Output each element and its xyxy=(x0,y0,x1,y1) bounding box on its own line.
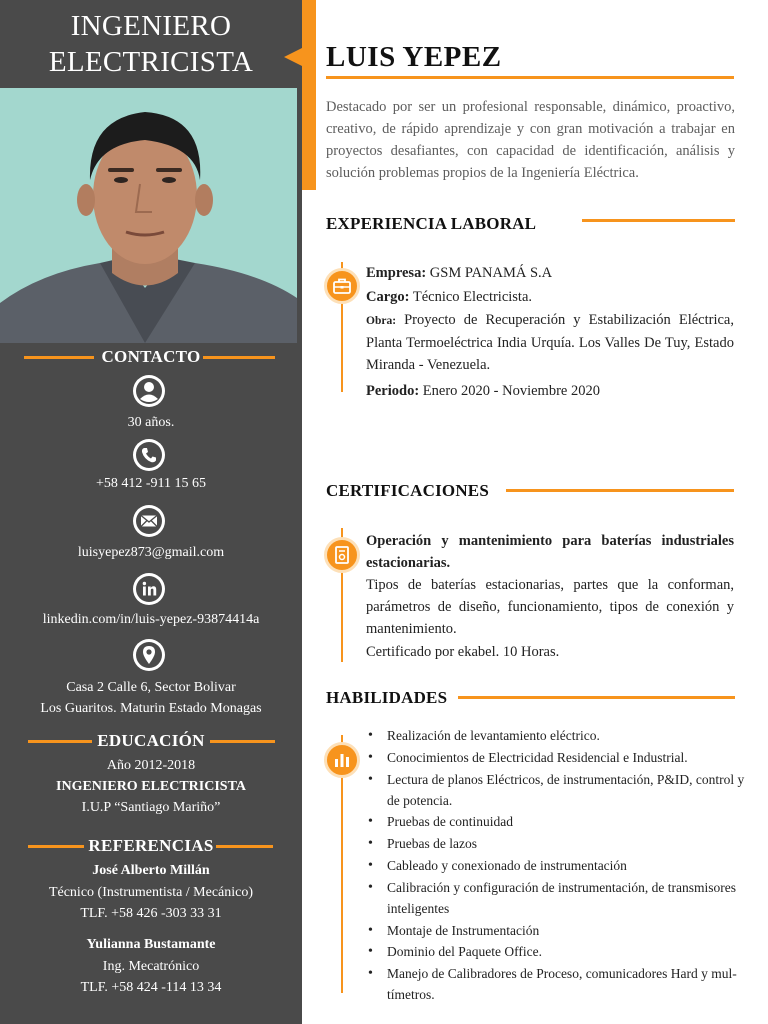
certifications-heading: CERTIFICACIONES xyxy=(326,481,489,500)
job-title-line2: ELECTRICISTA xyxy=(48,46,254,78)
full-name: LUIS YEPEZ xyxy=(326,41,502,73)
phone-icon xyxy=(133,439,165,471)
job-title-line1: INGENIERO xyxy=(70,10,232,42)
certification-title: Operación y mantenimiento para baterías industriales estacionarias. xyxy=(366,533,734,571)
email-icon xyxy=(133,505,165,537)
list-item: • Manejo de Calibradores de Proceso, comunicadores Hard y mul-tímetros. xyxy=(366,963,748,1005)
bar-chart-icon xyxy=(324,742,360,778)
linkedin-icon xyxy=(133,573,165,605)
experience-heading: EXPERIENCIA LABORAL xyxy=(326,214,537,233)
sidebar xyxy=(0,0,302,1024)
education-years: Año 2012-2018 xyxy=(106,758,196,773)
location-pin-icon xyxy=(133,639,165,671)
user-icon xyxy=(133,375,165,407)
references-heading: REFERENCIAS xyxy=(0,836,302,856)
contact-phone: +58 412 -911 15 65 xyxy=(95,476,207,491)
title-notch xyxy=(284,48,302,66)
education-degree: INGENIERO ELECTRICISTA xyxy=(56,779,246,794)
list-item: • Conocimientos de Electricidad Residencial e Industrial. xyxy=(366,747,748,768)
contact-address-line2: Los Guaritos. Maturin Estado Monagas xyxy=(40,701,262,716)
accent-bar xyxy=(302,0,316,190)
list-item: • Cableado y conexionado de instrumentación xyxy=(366,855,748,876)
list-item: • Pruebas de continuidad xyxy=(366,811,748,832)
contact-address-line1: Casa 2 Calle 6, Sector Bolivar xyxy=(66,680,236,695)
certification-issuer: Certificado por ekabel. 10 Horas. xyxy=(366,644,560,660)
experience-period: Periodo: Enero 2020 - Noviembre 2020 xyxy=(366,383,600,399)
reference-role: Ing. Mecatrónico xyxy=(102,959,200,974)
certifications-heading-line xyxy=(506,489,734,492)
contact-heading: CONTACTO xyxy=(0,347,302,367)
reference-phone: TLF. +58 424 -114 13 34 xyxy=(80,980,222,995)
experience-company: Empresa: GSM PANAMÁ S.A xyxy=(366,265,553,281)
list-item: • Calibración y configuración de instrumentación, de transmisores inteligentes xyxy=(366,877,748,919)
contact-age: 30 años. xyxy=(127,415,175,430)
reference-phone: TLF. +58 426 -303 33 31 xyxy=(80,906,222,921)
reference-name: Yulianna Bustamante xyxy=(86,937,216,952)
skills-list xyxy=(366,725,748,1006)
profile-photo xyxy=(0,88,297,343)
briefcase-icon xyxy=(324,268,360,304)
name-underline xyxy=(326,76,734,79)
certification-description: Tipos de baterías estacionarias, partes que la conforman, parámetros de diseño, funcionamiento, tipos de conexión y mantenimiento. xyxy=(366,577,734,637)
experience-position: Cargo: Técnico Electricista. xyxy=(366,289,533,305)
list-item: • Lectura de planos Eléctricos, de instrumentación, P&ID, control y de potencia. xyxy=(366,769,748,811)
education-heading: EDUCACIÓN xyxy=(0,731,302,751)
list-item: • Dominio del Paquete Office. xyxy=(366,941,748,962)
reference-name: José Alberto Millán xyxy=(92,863,210,878)
skills-heading: HABILIDADES xyxy=(326,688,448,707)
job-title xyxy=(0,8,302,80)
contact-email[interactable]: luisyepez873@gmail.com xyxy=(77,545,225,560)
skills-heading-line xyxy=(458,696,735,699)
profile-summary: Destacado por ser un profesional responsable, dinámico, proactivo, creativo, de rápido aprendizaje y con gran motivación a trabajar en proyectos desafiantes, con capacidad de identificación, análisis y solución problemas propios de la Ingeniería Eléctrica. xyxy=(326,99,735,181)
certificate-icon xyxy=(324,537,360,573)
contact-linkedin[interactable]: linkedin.com/in/luis-yepez-93874414a xyxy=(42,612,260,627)
education-school: I.U.P “Santiago Mariño” xyxy=(81,800,221,815)
reference-role: Técnico (Instrumentista / Mecánico) xyxy=(48,885,254,900)
list-item: • Pruebas de lazos xyxy=(366,833,748,854)
experience-heading-line xyxy=(582,219,735,222)
list-item: • Realización de levantamiento eléctrico. xyxy=(366,725,748,746)
experience-work: Obra: Proyecto de Recuperación y Estabilización Eléctrica, Planta Termoeléctrica India Urquía. Los Valles De Tuy, Estado Miranda - Venezuela. xyxy=(366,312,734,373)
list-item: • Montaje de Instrumentación xyxy=(366,920,748,941)
